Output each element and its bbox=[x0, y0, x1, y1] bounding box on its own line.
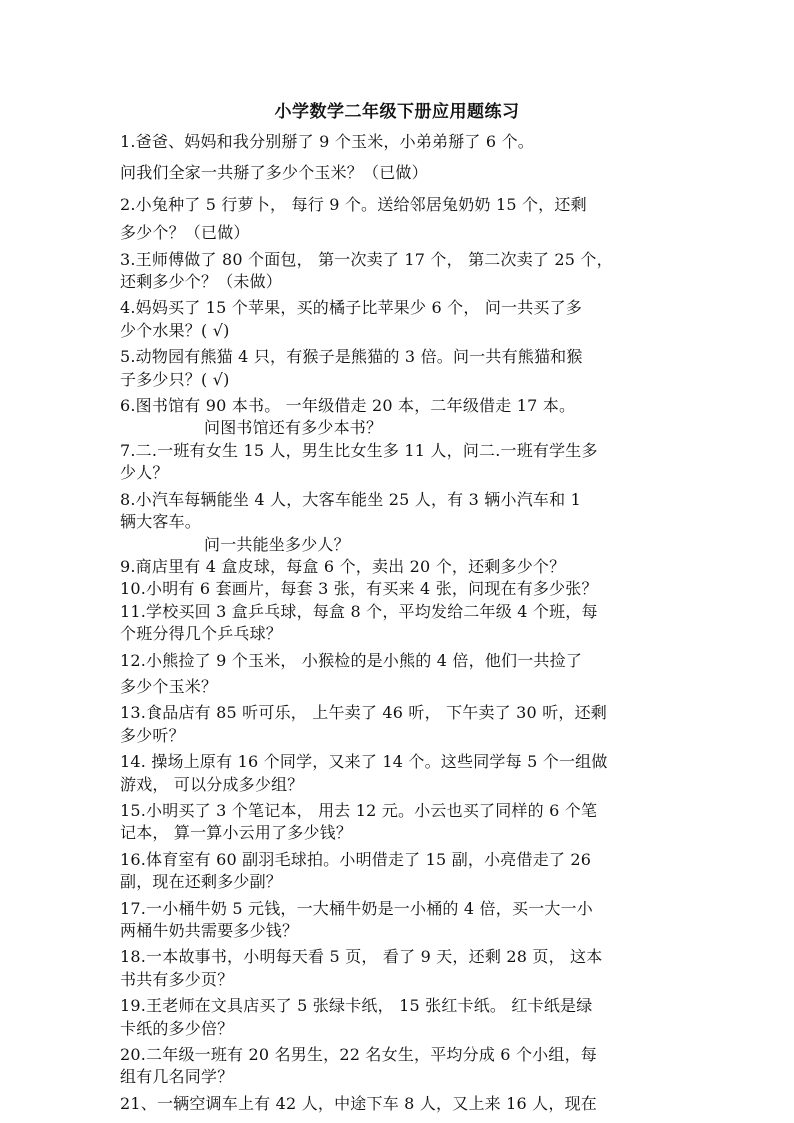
question-line: 15.小明买了 3 个笔记本， 用去 12 元。小云也买了同样的 6 个笔 bbox=[120, 800, 598, 820]
question-line: 11.学校买回 3 盒乒乓球，每盒 8 个，平均发给二年级 4 个班，每 bbox=[120, 601, 598, 621]
question-16 bbox=[120, 849, 680, 894]
question-line: 9.商店里有 4 盒皮球，每盒 6 个，卖出 20 个，还剩多少个？ bbox=[120, 556, 566, 576]
question-line: 2.小兔种了 5 行萝卜， 每行 9 个。送给邻居兔奶奶 15 个，还剩 bbox=[120, 194, 587, 214]
question-3 bbox=[120, 249, 680, 294]
question-line: 多少个玉米？ bbox=[120, 676, 218, 696]
question-line: 少人？ bbox=[120, 463, 169, 483]
question-line: 16.体育室有 60 副羽毛球拍。小明借走了 15 副，小亮借走了 26 bbox=[120, 849, 592, 869]
question-line: 6.图书馆有 90 本书。 一年级借走 20 本，二年级借走 17 本。 bbox=[120, 396, 576, 416]
question-list bbox=[120, 131, 680, 1115]
question-12 bbox=[120, 650, 680, 699]
question-18 bbox=[120, 946, 680, 991]
question-4 bbox=[120, 297, 680, 342]
question-line: 12.小熊捡了 9 个玉米， 小猴检的是小熊的 4 倍，他们一共捡了 bbox=[120, 650, 583, 670]
question-9 bbox=[120, 556, 680, 578]
question-line: 书共有多少页？ bbox=[120, 969, 234, 989]
question-17 bbox=[120, 898, 680, 943]
question-line: 问一共能坐多少人？ bbox=[204, 534, 350, 554]
question-line: 问图书馆还有多少本书？ bbox=[204, 418, 383, 438]
question-14 bbox=[120, 751, 680, 796]
question-line: 1.爸爸、妈妈和我分别掰了 9 个玉米，小弟弟掰了 6 个。 bbox=[120, 132, 534, 151]
question-line: 20.二年级一班有 20 名男生，22 名女生，平均分成 6 个小组，每 bbox=[120, 1045, 597, 1065]
question-line: 游戏， 可以分成多少组？ bbox=[120, 774, 304, 794]
question-line: 子多少只？( √) bbox=[120, 369, 230, 389]
question-line: 13.食品店有 85 听可乐， 上午卖了 46 听， 下午卖了 30 听，还剩 bbox=[120, 703, 608, 723]
question-5 bbox=[120, 346, 680, 391]
question-11 bbox=[120, 601, 680, 646]
question-2 bbox=[120, 194, 680, 245]
question-6 bbox=[120, 395, 680, 440]
question-line: 问我们全家一共掰了多少个玉米？（已做） bbox=[120, 163, 428, 183]
question-line: 17.一小桶牛奶 5 元钱，一大桶牛奶是一小桶的 4 倍，买一大一小 bbox=[120, 898, 593, 918]
question-13 bbox=[120, 702, 680, 747]
question-line: 多少个？（已做） bbox=[120, 223, 250, 243]
question-line: 7.二.一班有女生 15 人，男生比女生多 11 人，问二.一班有学生多 bbox=[120, 440, 598, 460]
question-20 bbox=[120, 1044, 680, 1089]
question-10 bbox=[120, 578, 680, 600]
question-line: 多少听？ bbox=[120, 725, 185, 745]
question-line: 个班分得几个乒乓球？ bbox=[120, 624, 283, 644]
question-line: 少个水果？( √) bbox=[120, 320, 230, 340]
question-line: 记本， 算一算小云用了多少钱？ bbox=[120, 823, 353, 843]
question-line: 副，现在还剩多少副？ bbox=[120, 872, 283, 892]
question-8 bbox=[120, 489, 680, 556]
question-19 bbox=[120, 995, 680, 1040]
question-1 bbox=[120, 131, 680, 185]
question-line: 10.小明有 6 套画片，每套 3 张，有买来 4 张，问现在有多少张？ bbox=[120, 579, 598, 599]
question-line: 18.一本故事书，小明每天看 5 页， 看了 9 天，还剩 28 页， 这本 bbox=[120, 947, 603, 967]
question-line: 19.王老师在文具店买了 5 张绿卡纸， 15 张红卡纸。 红卡纸是绿 bbox=[120, 996, 593, 1016]
question-line: 卡纸的多少倍？ bbox=[120, 1018, 234, 1038]
question-7 bbox=[120, 440, 680, 485]
question-line: 5.动物园有熊猫 4 只，有猴子是熊猫的 3 倍。问一共有熊猫和猴 bbox=[120, 347, 583, 367]
question-line: 8.小汽车每辆能坐 4 人，大客车能坐 25 人，有 3 辆小汽车和 1 bbox=[120, 489, 581, 509]
question-line: 辆大客车。 bbox=[120, 512, 202, 532]
question-line: 4.妈妈买了 15 个苹果，买的橘子比苹果少 6 个， 问一共买了多 bbox=[120, 298, 583, 318]
question-line: 21、一辆空调车上有 42 人，中途下车 8 人，又上来 16 人，现在 bbox=[120, 1093, 597, 1113]
question-line: 14. 操场上原有 16 个同学，又来了 14 个。这些同学每 5 个一组做 bbox=[120, 752, 608, 772]
question-15 bbox=[120, 800, 680, 845]
question-21 bbox=[120, 1093, 680, 1115]
question-line: 组有几名同学？ bbox=[120, 1067, 234, 1087]
page-title: 小学数学二年级下册应用题练习 bbox=[274, 102, 520, 122]
question-line: 两桶牛奶共需要多少钱？ bbox=[120, 921, 299, 940]
question-line: 3.王师傅做了 80 个面包， 第一次卖了 17 个， 第二次卖了 25 个， bbox=[120, 249, 613, 269]
question-line: 还剩多少个？（未做） bbox=[120, 272, 283, 292]
